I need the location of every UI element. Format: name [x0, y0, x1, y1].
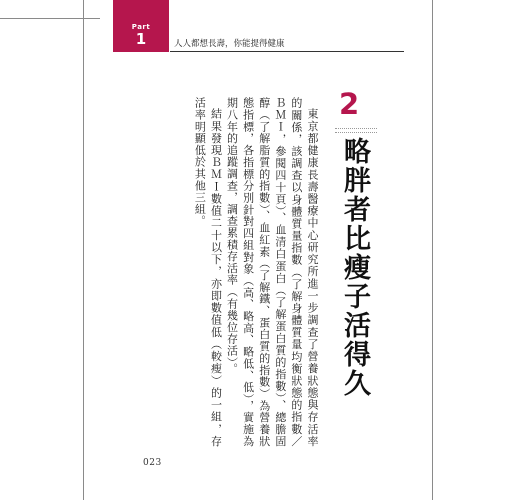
body-text: [191, 97, 320, 447]
chapter-rule: [335, 128, 377, 133]
crop-mark-left: [83, 0, 84, 500]
body-paragraph: 東京都健康長壽醫療中心研究所進一步調查了營養狀態與存活率的關係，該調查以身體質量指數（了解身體質量均衡狀態的指數／ＢＭＩ，參閱四十頁）、血清白蛋白（了解蛋白質的指數）、總膽固醇（了解脂質的指數）、血紅素（了解鐵、蛋白質的指數）為營養狀態指標，各指標分別針對四組對象（高、略高、略低、低），實施為期八年的追蹤調查，調查累積存活率（有幾位存活）。: [225, 97, 319, 447]
running-head: 人人都想長壽，你能提得健康: [174, 39, 285, 49]
page-number: 023: [143, 458, 162, 468]
chapter-title: 略胖者比瘦子活得久: [339, 137, 370, 398]
part-number: 1: [135, 30, 147, 48]
body-paragraph: 結果發現ＢＭＩ數值二十以下，亦即數值低（較瘦）的一組，存活率明顯低於其他三組。: [193, 97, 223, 447]
part-label: Part: [131, 23, 151, 31]
crop-mark-right: [432, 0, 433, 500]
crop-mark-top: [0, 18, 100, 19]
chapter-number: 2: [339, 87, 360, 121]
header-rule: [170, 51, 404, 52]
part-tab: [113, 0, 169, 52]
